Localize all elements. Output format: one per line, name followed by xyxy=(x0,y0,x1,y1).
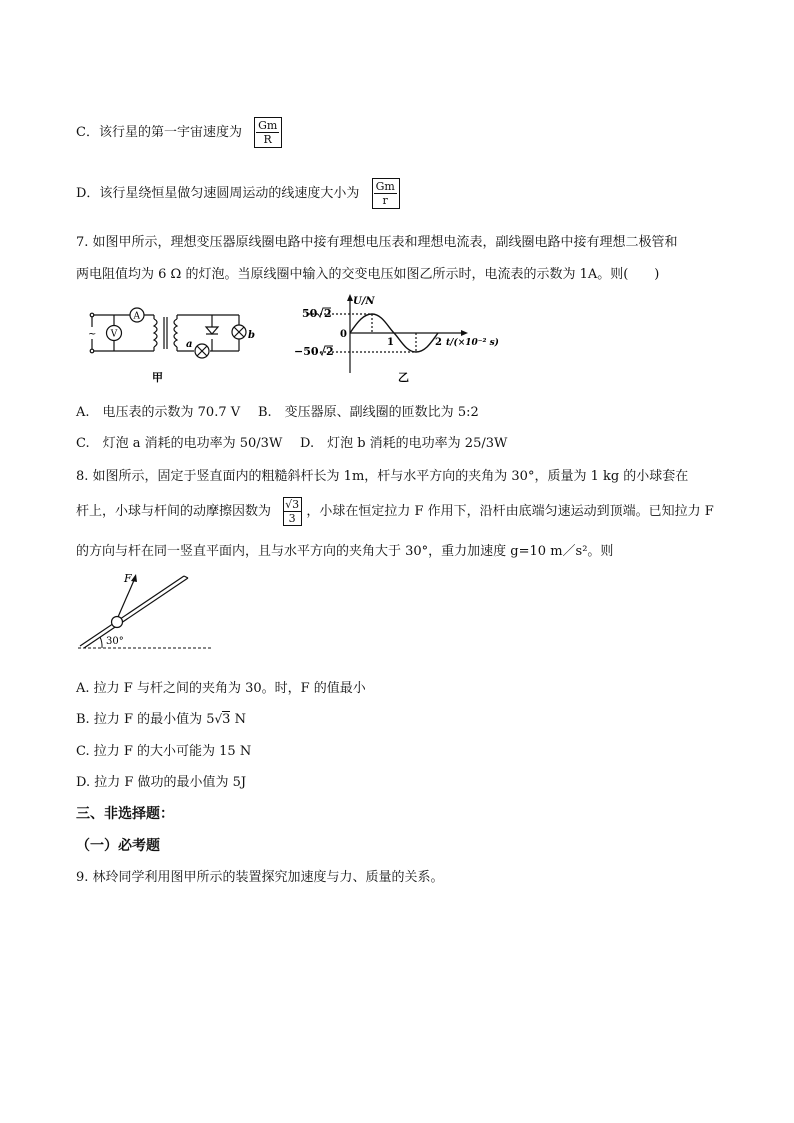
svg-text:~: ~ xyxy=(88,329,97,340)
graph-x-label: t/(×10⁻² s) xyxy=(446,338,499,348)
option-d-q6: D．该行星绕恒星做匀速圆周运动的线速度大小为 $\frac{Gm}{r}$ xyxy=(76,178,400,209)
q8-option-a: A. 拉力 F 与杆之间的夹角为 30。时，F 的值最小 xyxy=(76,681,366,696)
section-subtitle: （一）必考题 xyxy=(76,838,160,854)
force-arrow-icon xyxy=(131,574,137,582)
q9-line1: 9. 林玲同学利用图甲所示的装置探究加速度与力、质量的关系。 xyxy=(76,870,444,885)
voltage-graph xyxy=(290,293,510,385)
q7-line2: 两电阻值均为 6 Ω 的灯泡。当原线圈中输入的交变电压如图乙所示时，电流表的示数为 1A。则( ) xyxy=(76,267,660,282)
graph-origin: 0 xyxy=(340,329,347,340)
ammeter-label: A xyxy=(133,311,140,322)
lamp-b-label: b xyxy=(248,330,255,341)
graph-y-max: 50 xyxy=(302,307,318,320)
q8-option-b: B. 拉力 F 的最小值为 5√3 N xyxy=(76,712,246,727)
voltmeter-label: V xyxy=(110,329,118,340)
graph-tick-2: 2 xyxy=(435,337,442,348)
fig-yi-caption: 乙 xyxy=(398,371,409,384)
q8-line2: 杆上，小球与杆间的动摩擦因数为 $\frac{√3}{3}$ ，小球在恒定拉力 F 作用下，沿杆由底端匀速运动到顶端。已知拉力 F xyxy=(76,498,714,525)
angle-label: 30° xyxy=(106,636,124,647)
circuit-diagram xyxy=(84,303,264,385)
lamp-a-icon xyxy=(195,344,209,358)
incline-rod-diagram xyxy=(76,568,216,652)
graph-tick-1: 1 xyxy=(387,337,394,348)
q7-option-b: B. 变压器原、副线圈的匝数比为 5:2 xyxy=(258,405,479,420)
q7-option-c: C. 灯泡 a 消耗的电功率为 50/3W xyxy=(76,436,283,451)
sqrt-gm-over-r: $\frac{Gm}{R}$ xyxy=(246,117,282,148)
force-label: F xyxy=(124,572,132,585)
svg-text:2: 2 xyxy=(326,345,334,358)
q7-option-a: A. 电压表的示数为 70.7 V xyxy=(76,405,241,420)
q8-line3: 的方向与杆在同一竖直平面内，且与水平方向的夹角大于 30°，重力加速度 g=10 m／s²。则 xyxy=(76,544,614,559)
q8-option-c: C. 拉力 F 的大小可能为 15 N xyxy=(76,744,252,759)
q7-line1: 7. 如图甲所示，理想变压器原线圈电路中接有理想电压表和理想电流表，副线圈电路中接有理想二极管和 xyxy=(76,235,678,250)
sqrt-gm-over-r-small: $\frac{Gm}{r}$ xyxy=(364,178,400,209)
option-c-q6: C．该行星的第一宇宙速度为 $\frac{Gm}{R}$ xyxy=(76,117,282,148)
fig-jia-caption: 甲 xyxy=(152,371,163,384)
q8-option-d: D. 拉力 F 做功的最小值为 5J xyxy=(76,775,247,790)
mu-fraction: $\frac{√3}{3}$ xyxy=(275,497,302,526)
graph-y-label: U/N xyxy=(353,296,375,307)
lamp-a-label: a xyxy=(186,339,193,350)
q8-line1: 8. 如图所示，固定于竖直面内的粗糙斜杆长为 1m，杆与水平方向的夹角为 30°，质量为 1 kg 的小球套在 xyxy=(76,469,689,484)
diode-icon xyxy=(206,327,218,334)
graph-y-min: −50 xyxy=(294,345,319,358)
section-title: 三、非选择题： xyxy=(76,806,174,822)
q7-option-d: D. 灯泡 b 消耗的电功率为 25/3W xyxy=(300,436,508,451)
ball-icon xyxy=(112,617,123,628)
lamp-b-icon xyxy=(232,325,246,339)
svg-text:2: 2 xyxy=(324,307,332,320)
